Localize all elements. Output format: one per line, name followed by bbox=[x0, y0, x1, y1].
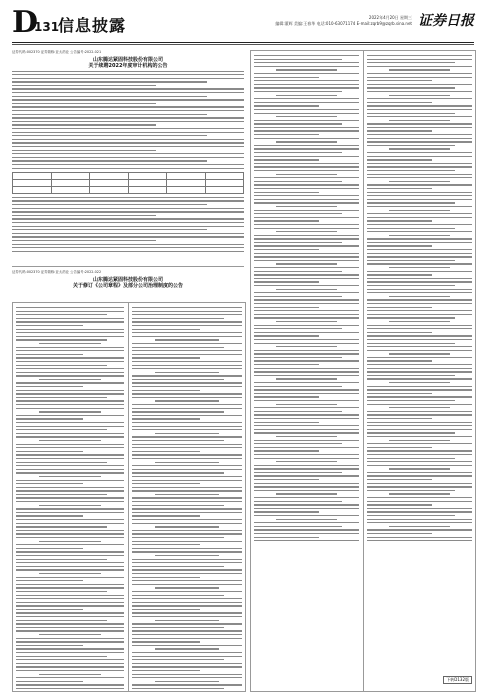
articles-comparison-table-continued bbox=[250, 50, 476, 692]
announcement-body bbox=[12, 71, 244, 169]
company-name: 山东腾达紧固科技股份有限公司 bbox=[92, 56, 163, 63]
announcement-title: 关于修订《公司章程》及部分公司治理制度的公告 bbox=[72, 282, 183, 289]
original-clauses bbox=[16, 307, 124, 692]
masthead-info bbox=[275, 15, 412, 27]
table-divider bbox=[128, 303, 129, 691]
continued-tag: 下转D132版 bbox=[443, 676, 472, 684]
announcement-audit-firm bbox=[12, 50, 244, 260]
stock-code-line: 证券代码:002370 证券简称:亚太药业 公告编号:2022-021 bbox=[12, 50, 102, 54]
masthead-letter: D bbox=[12, 5, 39, 40]
masthead bbox=[12, 6, 474, 44]
revised-clauses-continued bbox=[367, 55, 472, 544]
articles-comparison-table bbox=[12, 302, 246, 692]
masthead-rule bbox=[12, 42, 474, 43]
editor-line: 编辑:董辉 美编:王春华 电话:010-63071174 E-mail:zqrb9@zqrb.sina.net bbox=[275, 21, 412, 26]
section-divider bbox=[12, 266, 244, 267]
newspaper-logo: 证券日报 bbox=[418, 13, 474, 29]
masthead-rule-thin bbox=[12, 44, 474, 45]
page-number: 131 bbox=[34, 20, 60, 34]
original-clauses-continued bbox=[254, 55, 359, 544]
announcement-title: 关于续聘2022年度审计机构的公告 bbox=[88, 62, 168, 69]
date-line: 2022年4月20日 星期三 bbox=[368, 15, 412, 20]
stock-code-line: 证券代码:002370 证券简称:亚太药业 公告编号:2022-022 bbox=[12, 270, 102, 274]
table-divider bbox=[363, 51, 364, 691]
company-name: 山东腾达紧固科技股份有限公司 bbox=[92, 276, 163, 283]
data-table bbox=[12, 172, 244, 194]
announcement-articles bbox=[12, 270, 244, 300]
section-title: 信息披露 bbox=[58, 16, 127, 35]
revised-clauses bbox=[132, 307, 242, 692]
